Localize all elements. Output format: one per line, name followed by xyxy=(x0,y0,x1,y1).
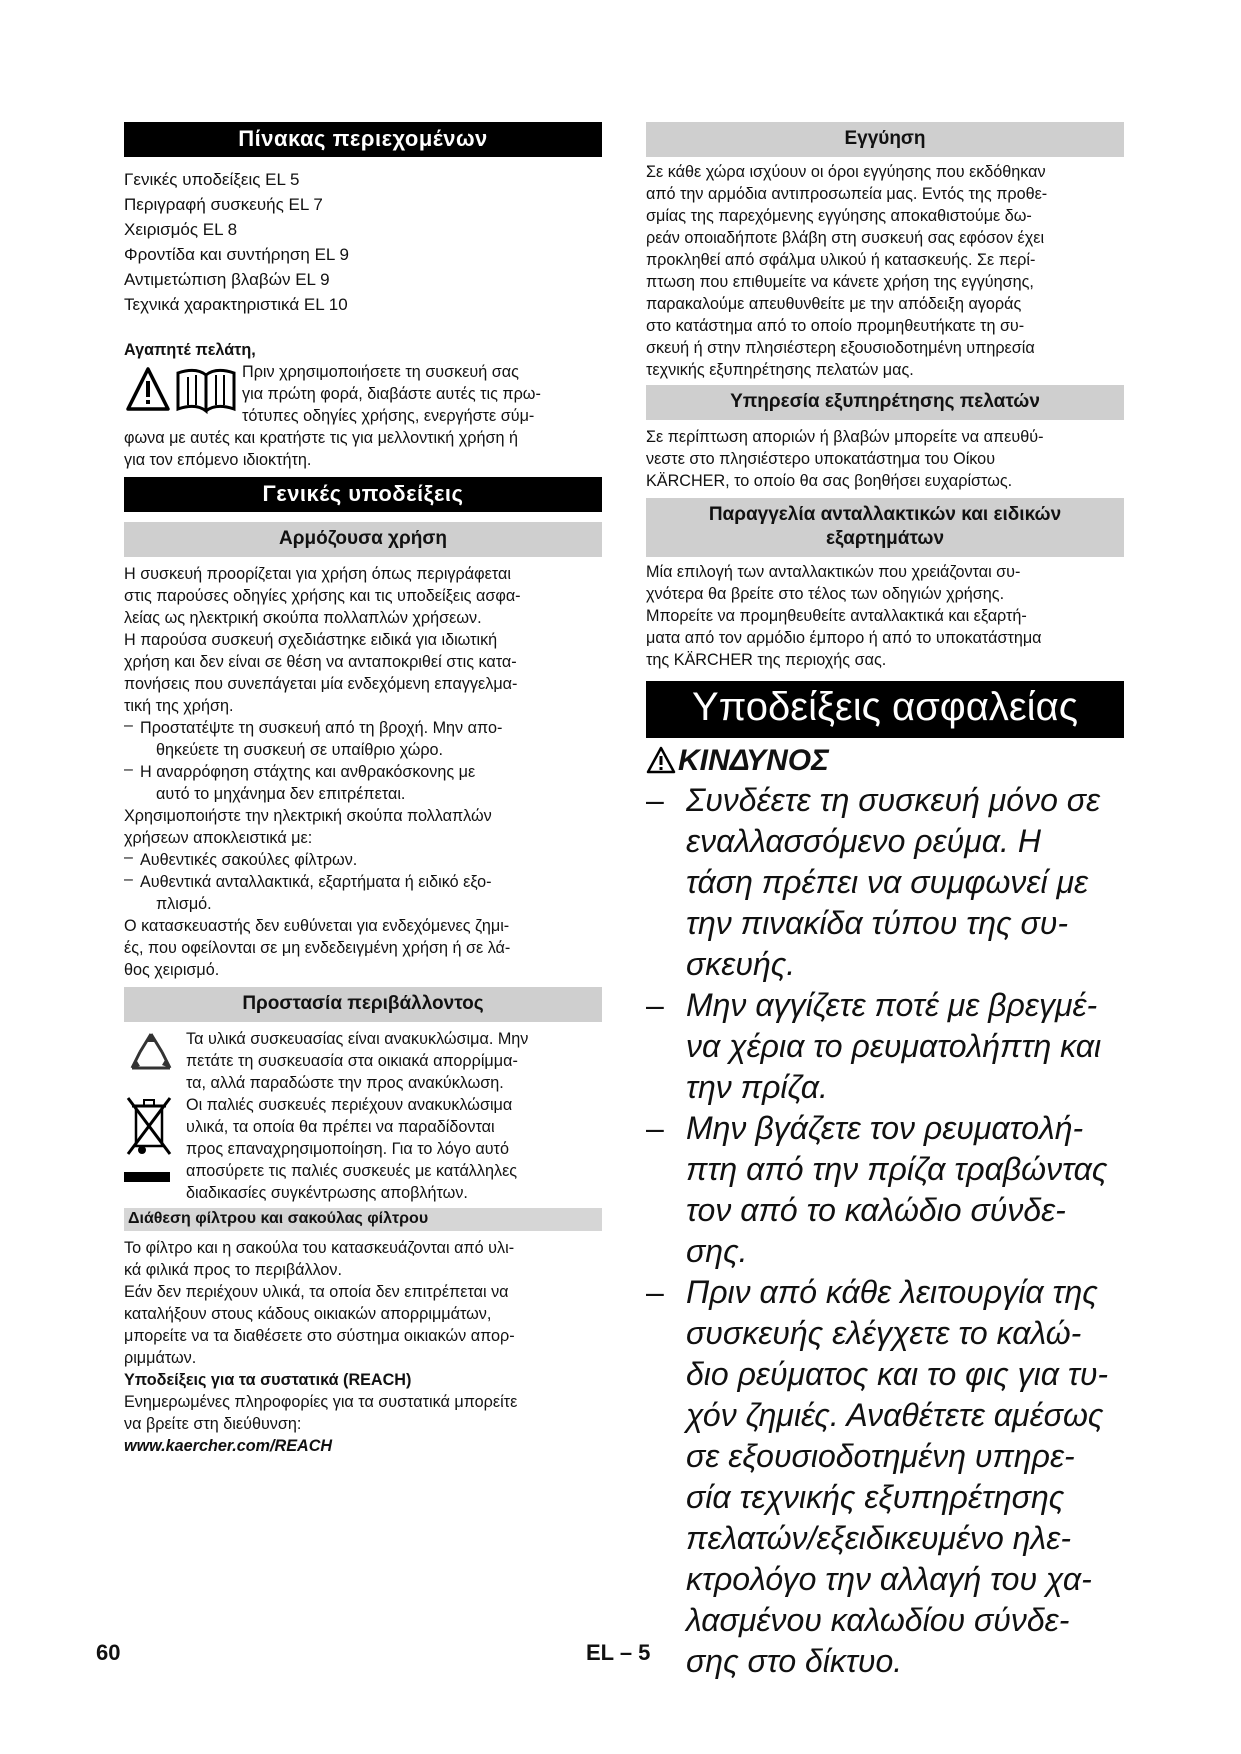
text-line: τα, αλλά παραδώστε την προς ανακύκλωση. xyxy=(186,1074,504,1092)
weee-text xyxy=(186,1094,517,1204)
text-line: μπορείτε να τα διαθέσετε στο σύστημα οικιακών απορ- xyxy=(124,1327,515,1345)
bullet-text: Αυθεντικά ανταλλακτικά, εξαρτήματα ή ειδικό εξο- xyxy=(140,873,492,891)
text-line: Η παρούσα συσκευή σχεδιάστηκε ειδικά για ιδιωτική xyxy=(124,631,498,649)
danger-item-line xyxy=(646,1520,1124,1557)
danger-item-line xyxy=(646,1192,1124,1229)
disposal-text xyxy=(124,1237,602,1369)
parts-title-line1: Παραγγελία ανταλλακτικών και ειδικών xyxy=(708,504,1062,525)
bullet-line xyxy=(124,893,602,915)
warranty-title: Εγγύηση xyxy=(646,122,1124,157)
text-line: φωνα με αυτές και κρατήστε τις για μελλοντική χρήση ή xyxy=(124,429,518,447)
danger-item-text: πελατών/εξειδικευμένο ηλε- xyxy=(686,1520,1071,1556)
text-line: στο κατάστημα από το οποίο προμηθευτήκατε τη συ- xyxy=(646,317,1025,335)
text-line: Μία επιλογή των ανταλλακτικών που χρειάζονται συ- xyxy=(646,563,1021,581)
danger-item-text: Πριν από κάθε λειτουργία της xyxy=(686,1274,1098,1310)
proper-use-title: Αρμόζουσα χρήση xyxy=(124,522,602,557)
danger-item-line xyxy=(646,1561,1124,1598)
danger-item-line xyxy=(646,946,1124,983)
danger-item-text: σκευής. xyxy=(686,946,796,982)
text-line: Οι παλιές συσκευές περιέχουν ανακυκλώσιμα xyxy=(186,1096,513,1114)
disposal-title: Διάθεση φίλτρου και σακούλας φίλτρου xyxy=(124,1208,602,1231)
text-line: της KÄRCHER της περιοχής σας. xyxy=(646,651,887,669)
text-line: προς επαναχρησιμοποίηση. Για το λόγο αυτό xyxy=(186,1140,509,1158)
danger-item-text: σης. xyxy=(686,1233,748,1269)
danger-item-line xyxy=(646,1315,1124,1352)
danger-item-line xyxy=(646,1069,1124,1106)
text-line: Μπορείτε να προμηθευθείτε ανταλλακτικά και εξαρτή- xyxy=(646,607,1027,625)
text-line: από την αρμόδια αντιπροσωπεία μας. Εντός της προθε- xyxy=(646,185,1048,203)
danger-item-text: σε εξουσιοδοτημένη υπηρε- xyxy=(686,1438,1075,1474)
danger-item-line xyxy=(646,864,1124,901)
text-line: Χρησιμοποιήστε την ηλεκτρική σκούπα πολλαπλών xyxy=(124,807,492,825)
text-line: Ενημερωμένες πληροφορίες για τα συστατικά μπορείτε xyxy=(124,1393,518,1411)
text-line: κά φιλικά προς το περιβάλλον. xyxy=(124,1261,343,1279)
dear-customer-text xyxy=(242,361,541,427)
danger-item-line xyxy=(646,1643,1124,1680)
text-line: για πρώτη φορά, διαβάστε αυτές τις πρω- xyxy=(242,385,541,403)
bullet-line: – Αυθεντικές σακούλες φίλτρων. xyxy=(124,849,358,869)
danger-item-text: κτρολόγο την αλλαγή του χα- xyxy=(686,1561,1092,1597)
text-line: Σε κάθε χώρα ισχύουν οι όροι εγγύησης που εκδόθηκαν xyxy=(646,163,1046,181)
text-line: χρήση και δεν είναι σε θέση να ανταποκριθεί στις κατα- xyxy=(124,653,517,671)
danger-item-text: τάση πρέπει να συμφωνεί με xyxy=(686,864,1089,900)
warning-triangle-icon xyxy=(646,746,678,776)
danger-item-line xyxy=(646,1028,1124,1065)
text-line: τότυπες οδηγίες χρήσης, ενεργήστε σύμ- xyxy=(242,407,535,425)
toc-item: Φροντίδα και συντήρηση EL 9 xyxy=(124,245,349,264)
reach-heading: Υποδείξεις για τα συστατικά (REACH) xyxy=(124,1371,412,1389)
text-line: στις παρούσες οδηγίες χρήσης και τις υποδείξεις ασφα- xyxy=(124,587,521,605)
toc-list xyxy=(124,167,602,317)
page-reference: EL – 5 xyxy=(586,1640,651,1665)
toc-item: Γενικές υποδείξεις EL 5 xyxy=(124,170,300,189)
safety-title: Υποδείξεις ασφαλείας xyxy=(646,681,1124,738)
danger-item-text: την πινακίδα τύπου της συ- xyxy=(686,905,1069,941)
bullet-text: Αυθεντικές σακούλες φίλτρων. xyxy=(140,851,358,869)
warranty-text xyxy=(646,161,1124,381)
dear-customer-row xyxy=(124,361,602,427)
text-line: πονήσεις που συνεπάγεται μία ενδεχόμενη επαγγελμα- xyxy=(124,675,518,693)
parts-title-line2: εξαρτημάτων xyxy=(825,528,945,549)
text-line: αποσύρετε τις παλιές συσκευές με κατάλληλες xyxy=(186,1162,518,1180)
text-line: προκληθεί από σφάλμα υλικού ή κατασκευής. Σε περί- xyxy=(646,251,1036,269)
toc-item: Περιγραφή συσκευής EL 7 xyxy=(124,195,323,214)
danger-item-line: – Μην βγάζετε τον ρευματολή- xyxy=(646,1110,1084,1146)
dear-customer-tail xyxy=(124,427,602,471)
text-line: ματα από τον αρμόδιο έμπορο ή από το υποκατάστημα xyxy=(646,629,1042,647)
danger-item-text: την πρίζα. xyxy=(686,1069,828,1105)
weee-bin-icon xyxy=(124,1094,186,1204)
general-title: Γενικές υποδείξεις xyxy=(124,477,602,512)
text-line: χνότερα θα βρείτε στο τέλος των οδηγιών χρήσης. xyxy=(646,585,1005,603)
bullet-line: – Αυθεντικά ανταλλακτικά, εξαρτήματα ή ειδικό εξο- xyxy=(124,871,492,891)
danger-item-text: πτη από την πρίζα τραβώντας xyxy=(686,1151,1108,1187)
danger-item-line xyxy=(646,1438,1124,1475)
warning-manual-icon xyxy=(124,361,242,427)
service-text xyxy=(646,426,1124,492)
parts-text xyxy=(646,561,1124,671)
parts-title xyxy=(646,498,1124,557)
text-line: τεχνικής εξυπηρέτησης πελατών μας. xyxy=(646,361,914,379)
danger-item-line xyxy=(646,1356,1124,1393)
danger-item-line xyxy=(646,905,1124,942)
danger-item-text: διο ρεύματος και το φις για τυ- xyxy=(686,1356,1109,1392)
danger-item-line xyxy=(646,1602,1124,1639)
text-line: υλικά, τα οποία θα πρέπει να παραδίδονται xyxy=(186,1118,495,1136)
text-line: λείας ως ηλεκτρική σκούπα πολλαπλών χρήσεων. xyxy=(124,609,482,627)
text-line: καταλήξουν στους κάδους οικιακών απορριμμάτων, xyxy=(124,1305,492,1323)
dear-customer-heading: Αγαπητέ πελάτη, xyxy=(124,341,256,359)
environment-title: Προστασία περιβάλλοντος xyxy=(124,987,602,1022)
text-line: θος χειρισμό. xyxy=(124,961,220,979)
reach-url-link[interactable]: www.kaercher.com/REACH xyxy=(124,1437,333,1455)
text-line: νεστε στο πλησιέστερο υποκατάστημα του Οίκου xyxy=(646,450,996,468)
toc-item: Τεχνικά χαρακτηριστικά EL 10 xyxy=(124,295,348,314)
danger-item-line: – Πριν από κάθε λειτουργία της xyxy=(646,1274,1098,1310)
proper-use-body xyxy=(124,563,602,981)
danger-item-text: Μην αγγίζετε ποτέ με βρεγμέ- xyxy=(686,987,1098,1023)
text-line: χρήσεων αποκλειστικά με: xyxy=(124,829,313,847)
right-column xyxy=(646,122,1124,1680)
text-line: παρακαλούμε απευθυνθείτε με την απόδειξη αγοράς xyxy=(646,295,1022,313)
danger-item-line xyxy=(646,1479,1124,1516)
text-line: Τα υλικά συσκευασίας είναι ανακυκλώσιμα. Μην xyxy=(186,1030,529,1048)
danger-item-text: σης στο δίκτυο. xyxy=(686,1643,903,1679)
toc-title: Πίνακας περιεχομένων xyxy=(124,122,602,157)
text-line: σμίας της παρεχόμενης εγγύησης αποκαθιστούμε δω- xyxy=(646,207,1032,225)
text-line: ές, που οφείλονται σε μη ενδεδειγμένη χρήση ή σε λά- xyxy=(124,939,511,957)
text-line: να βρείτε στη διεύθυνση: xyxy=(124,1415,302,1433)
toc-item: Αντιμετώπιση βλαβών EL 9 xyxy=(124,270,330,289)
danger-item-text: Συνδέετε τη συσκευή μόνο σε xyxy=(686,782,1101,818)
danger-item-text: να χέρια το ρευματολήπτη και xyxy=(686,1028,1102,1064)
danger-item-text: λασμένου καλωδίου σύνδε- xyxy=(686,1602,1070,1638)
danger-item-text: συσκευής ελέγχετε το καλώ- xyxy=(686,1315,1082,1351)
bullet-text: αυτό το μηχάνημα δεν επιτρέπεται. xyxy=(156,785,406,803)
weee-row xyxy=(124,1094,602,1204)
danger-item-text: τον από το καλώδιο σύνδε- xyxy=(686,1192,1066,1228)
danger-item-line xyxy=(646,823,1124,860)
toc-item: Χειρισμός EL 8 xyxy=(124,220,238,239)
text-line: πετάτε τη συσκευασία στα οικιακά απορρίμμα- xyxy=(186,1052,518,1070)
text-line: πτωση που επιθυμείτε να κάνετε χρήση της εγγύησης, xyxy=(646,273,1034,291)
dear-customer xyxy=(124,339,602,471)
danger-label: ΚΙΝΔΥΝΟΣ xyxy=(678,744,829,777)
bullet-text: Προστατέψτε τη συσκευή από τη βροχή. Μην απο- xyxy=(140,719,503,737)
text-line: Εάν δεν περιέχουν υλικά, τα οποία δεν επιτρέπεται να xyxy=(124,1283,509,1301)
danger-item-line: – Συνδέετε τη συσκευή μόνο σε xyxy=(646,782,1101,818)
text-line: σκευή ή στην πλησιέστερη εξουσιοδοτημένη υπηρεσία xyxy=(646,339,1035,357)
danger-item-text: σία τεχνικής εξυπηρέτησης xyxy=(686,1479,1065,1515)
text-line: ριμμάτων. xyxy=(124,1349,197,1367)
reach-text xyxy=(124,1391,602,1435)
bullet-line: – Προστατέψτε τη συσκευή από τη βροχή. Μην απο- xyxy=(124,717,503,737)
danger-item-text: Μην βγάζετε τον ρευματολή- xyxy=(686,1110,1084,1146)
text-line: Σε περίπτωση αποριών ή βλαβών μπορείτε να απευθύ- xyxy=(646,428,1044,446)
text-line: Η συσκευή προορίζεται για χρήση όπως περιγράφεται xyxy=(124,565,511,583)
danger-item-text: εναλλασσόμενο ρεύμα. Η xyxy=(686,823,1041,859)
text-line: για τον επόμενο ιδιοκτήτη. xyxy=(124,451,312,469)
page-number: 60 xyxy=(96,1640,121,1665)
danger-item-line xyxy=(646,1151,1124,1188)
text-line: Πριν χρησιμοποιήσετε τη συσκευή σας xyxy=(242,363,519,381)
danger-item-line xyxy=(646,1397,1124,1434)
danger-item-line xyxy=(646,1233,1124,1270)
bullet-text: πλισμό. xyxy=(156,895,212,913)
left-column xyxy=(124,122,602,1457)
text-line: διαδικασίες συγκέντρωσης αποβλήτων. xyxy=(186,1184,468,1202)
recycle-row xyxy=(124,1028,602,1094)
service-title: Υπηρεσία εξυπηρέτησης πελατών xyxy=(646,385,1124,420)
danger-list xyxy=(646,782,1124,1680)
danger-heading xyxy=(646,744,1124,778)
danger-item-line: – Μην αγγίζετε ποτέ με βρεγμέ- xyxy=(646,987,1098,1023)
text-line: ρεάν οποιαδήποτε βλάβη στη συσκευή σας εφόσον έχει xyxy=(646,229,1045,247)
bullet-line: – Η αναρρόφηση στάχτης και ανθρακόσκονης με xyxy=(124,761,476,781)
bullet-line xyxy=(124,739,602,761)
text-line: Το φίλτρο και η σακούλα του κατασκευάζονται από υλι- xyxy=(124,1239,515,1257)
bullet-text: Η αναρρόφηση στάχτης και ανθρακόσκονης με xyxy=(140,763,476,781)
recycle-text xyxy=(186,1028,528,1094)
text-line: τική της χρήση. xyxy=(124,697,234,715)
text-line: KÄRCHER, το οποίο θα σας βοηθήσει ευχαρίστως. xyxy=(646,472,1013,490)
bullet-line xyxy=(124,783,602,805)
text-line: Ο κατασκευαστής δεν ευθύνεται για ενδεχόμενες ζημι- xyxy=(124,917,510,935)
recycle-icon xyxy=(124,1028,186,1094)
bullet-text: θηκεύετε τη συσκευή σε υπαίθριο χώρο. xyxy=(156,741,444,759)
danger-item-text: χόν ζημιές. Αναθέτετε αμέσως xyxy=(686,1397,1104,1433)
